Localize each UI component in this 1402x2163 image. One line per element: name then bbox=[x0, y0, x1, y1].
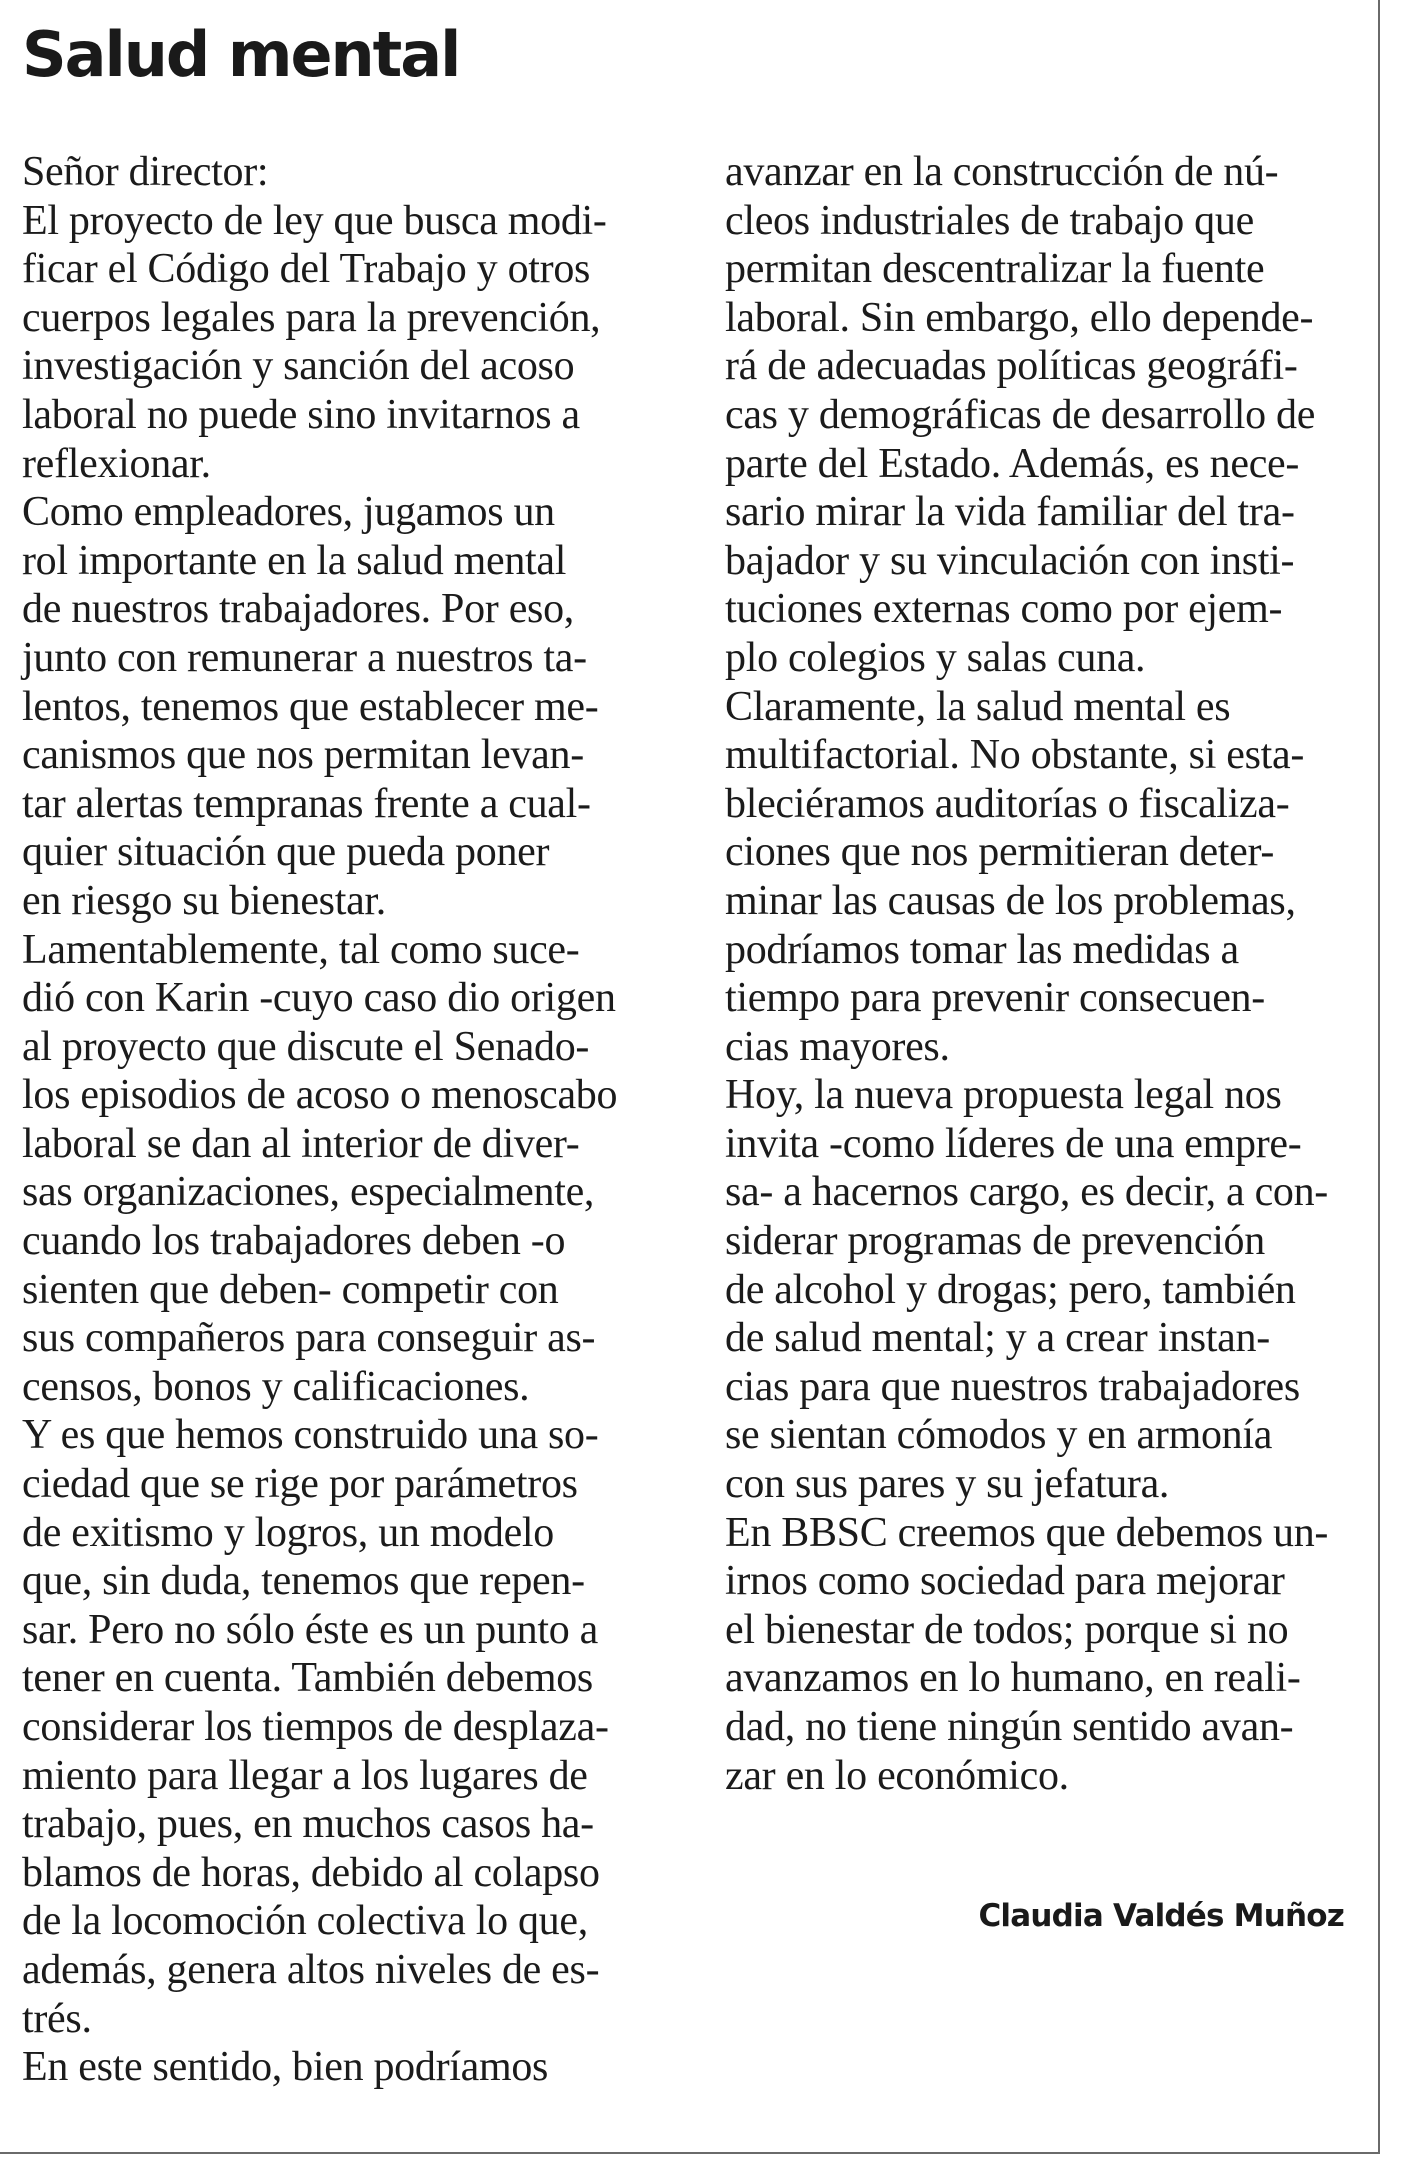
text-line: investigación y sanción del acoso bbox=[22, 343, 575, 390]
text-line: considerar los tiempos de desplaza- bbox=[22, 1704, 609, 1750]
text-line: sas organizaciones, especialmente, bbox=[22, 1169, 595, 1216]
text-line: miento para llegar a los lugares de bbox=[22, 1752, 588, 1799]
text-line: dió con Karin -cuyo caso dio origen bbox=[22, 975, 616, 1022]
text-line: En este sentido, bien podríamos bbox=[22, 2044, 549, 2091]
text-line: junto con remunerar a nuestros ta- bbox=[22, 634, 587, 681]
text-line: dad, no tiene ningún sentido avan- bbox=[725, 1704, 1294, 1750]
text-line: reflexionar. bbox=[22, 440, 211, 487]
text-line: quier situación que pueda poner bbox=[22, 829, 550, 876]
text-line: bajador y su vinculación con insti- bbox=[725, 537, 1295, 584]
text-line: laboral no puede sino invitarnos a bbox=[22, 391, 580, 438]
text-line: trés. bbox=[22, 1995, 92, 2042]
text-line: sienten que deben- competir con bbox=[22, 1266, 559, 1313]
text-line: tiempo para prevenir consecuen- bbox=[725, 975, 1265, 1022]
text-line: tener en cuenta. También debemos bbox=[22, 1655, 593, 1702]
text-line: irnos como sociedad para mejorar bbox=[725, 1558, 1285, 1605]
text-line: multifactorial. No obstante, si esta- bbox=[725, 732, 1305, 779]
text-line: sario mirar la vida familiar del tra- bbox=[725, 489, 1295, 536]
text-line: Como empleadores, jugamos un bbox=[22, 489, 555, 536]
text-line: plo colegios y salas cuna. bbox=[725, 634, 1146, 681]
text-line: además, genera altos niveles de es- bbox=[22, 1946, 600, 1993]
text-line: en riesgo su bienestar. bbox=[22, 877, 387, 924]
text-line: sus compañeros para conseguir as- bbox=[22, 1315, 596, 1362]
text-line: minar las causas de los problemas, bbox=[725, 877, 1296, 924]
text-line: invita -como líderes de una empre- bbox=[725, 1120, 1302, 1167]
text-line: Claramente, la salud mental es bbox=[725, 683, 1231, 730]
text-line: sar. Pero no sólo éste es un punto a bbox=[22, 1606, 598, 1653]
text-line: siderar programas de prevención bbox=[725, 1218, 1265, 1265]
text-line: de exitismo y logros, un modelo bbox=[22, 1509, 554, 1556]
text-line: que, sin duda, tenemos que repen- bbox=[22, 1558, 585, 1605]
text-line: cuando los trabajadores deben -o bbox=[22, 1218, 566, 1265]
text-line: trabajo, pues, en muchos casos ha- bbox=[22, 1801, 594, 1848]
text-line: laboral. Sin embargo, ello depende- bbox=[725, 294, 1314, 341]
text-line: tuciones externas como por ejem- bbox=[725, 586, 1283, 633]
text-line: con sus pares y su jefatura. bbox=[725, 1461, 1170, 1508]
text-line: los episodios de acoso o menoscabo bbox=[22, 1072, 618, 1119]
text-line: ficar el Código del Trabajo y otros bbox=[22, 246, 591, 293]
left-column bbox=[22, 148, 672, 2092]
text-line: blamos de horas, debido al colapso bbox=[22, 1849, 600, 1896]
text-line: el bienestar de todos; porque si no bbox=[725, 1606, 1289, 1653]
text-line: cas y demográficas de desarrollo de bbox=[725, 391, 1316, 438]
text-line: Señor director: bbox=[22, 149, 269, 195]
text-line: cias mayores. bbox=[725, 1023, 950, 1070]
text-line: ciones que nos permitieran deter- bbox=[725, 829, 1275, 876]
right-column bbox=[725, 148, 1370, 1800]
text-line: rá de adecuadas políticas geográfi- bbox=[725, 343, 1298, 390]
text-line: censos, bonos y calificaciones. bbox=[22, 1363, 530, 1410]
text-line: de alcohol y drogas; pero, también bbox=[725, 1266, 1296, 1313]
text-line: parte del Estado. Además, es nece- bbox=[725, 440, 1300, 487]
text-line: En BBSC creemos que debemos un- bbox=[725, 1509, 1329, 1556]
author-signature: Claudia Valdés Muñoz bbox=[978, 1898, 1344, 1934]
text-line: cias para que nuestros trabajadores bbox=[725, 1363, 1300, 1410]
article-title: Salud mental bbox=[22, 18, 460, 91]
text-line: Y es que hemos construido una so- bbox=[22, 1412, 599, 1459]
text-line: de salud mental; y a crear instan- bbox=[725, 1315, 1270, 1362]
text-line: El proyecto de ley que busca modi- bbox=[22, 197, 607, 244]
text-line: avanzar en la construcción de nú- bbox=[725, 149, 1279, 195]
text-line: cleos industriales de trabajo que bbox=[725, 197, 1254, 244]
text-line: de la locomoción colectiva lo que, bbox=[22, 1898, 588, 1945]
text-line: se sientan cómodos y en armonía bbox=[725, 1412, 1273, 1459]
text-line: podríamos tomar las medidas a bbox=[725, 926, 1239, 973]
text-line: zar en lo económico. bbox=[725, 1752, 1069, 1799]
text-line: ciedad que se rige por parámetros bbox=[22, 1461, 578, 1508]
text-line: canismos que nos permitan levan- bbox=[22, 732, 584, 779]
text-line: al proyecto que discute el Senado- bbox=[22, 1023, 590, 1070]
text-line: rol importante en la salud mental bbox=[22, 537, 567, 584]
text-line: permitan descentralizar la fuente bbox=[725, 246, 1265, 293]
text-line: laboral se dan al interior de diver- bbox=[22, 1120, 580, 1167]
text-line: cuerpos legales para la prevención, bbox=[22, 294, 601, 341]
text-line: tar alertas tempranas frente a cual- bbox=[22, 780, 591, 827]
text-line: bleciéramos auditorías o fiscaliza- bbox=[725, 780, 1290, 827]
text-line: Lamentablemente, tal como suce- bbox=[22, 926, 580, 973]
text-line: de nuestros trabajadores. Por eso, bbox=[22, 586, 574, 633]
text-line: sa- a hacernos cargo, es decir, a con- bbox=[725, 1169, 1328, 1216]
text-line: lentos, tenemos que establecer me- bbox=[22, 683, 599, 730]
text-line: Hoy, la nueva propuesta legal nos bbox=[725, 1072, 1282, 1119]
text-line: avanzamos en lo humano, en reali- bbox=[725, 1655, 1301, 1702]
